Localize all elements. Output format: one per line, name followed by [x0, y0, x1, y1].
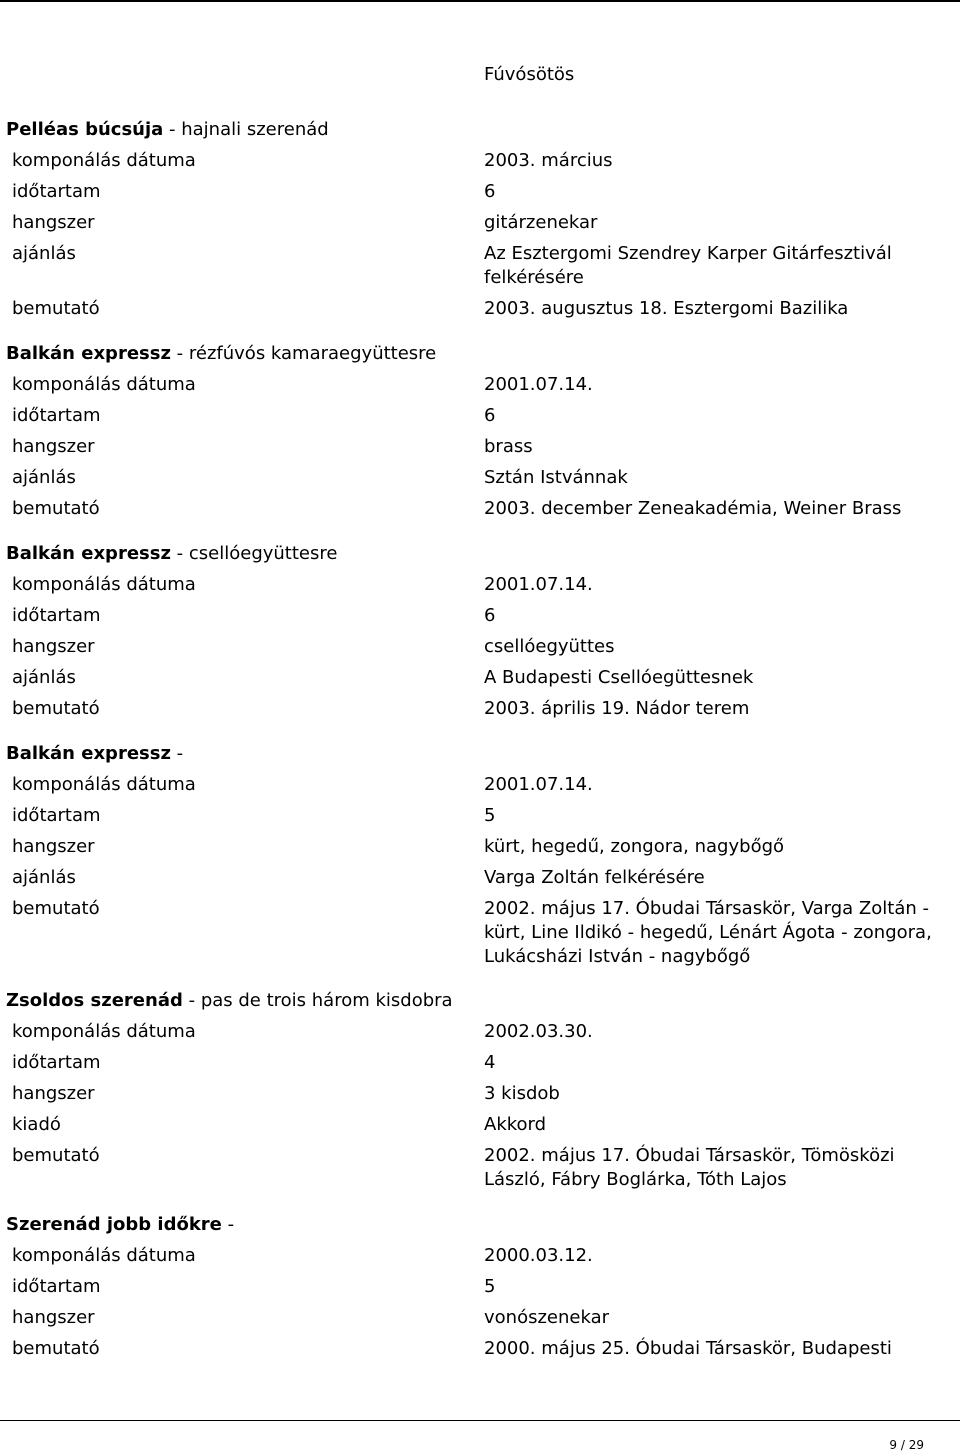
- detail-label: hangszer: [12, 636, 95, 657]
- detail-row: [0, 497, 960, 521]
- detail-value: 3 kisdob: [484, 1083, 560, 1104]
- detail-label: időtartam: [12, 1276, 101, 1297]
- detail-label: időtartam: [12, 181, 101, 202]
- page-number: 9 / 29: [889, 1438, 924, 1452]
- detail-label: időtartam: [12, 405, 101, 426]
- detail-value: csellóegyüttes: [484, 636, 615, 657]
- work-title: Balkán expressz: [6, 743, 171, 764]
- detail-label: hangszer: [12, 1083, 95, 1104]
- detail-label: bemutató: [12, 1145, 100, 1166]
- detail-row: [0, 373, 960, 397]
- detail-label: kiadó: [12, 1114, 61, 1135]
- detail-label: bemutató: [12, 898, 100, 919]
- detail-label: hangszer: [12, 1307, 95, 1328]
- detail-row: [0, 697, 960, 721]
- detail-row: [0, 1306, 960, 1330]
- detail-label: hangszer: [12, 212, 95, 233]
- detail-label: bemutató: [12, 698, 100, 719]
- detail-value: 2000. május 25. Óbudai Társaskör, Budapesti: [484, 1338, 892, 1359]
- work-title: Zsoldos szerenád: [6, 990, 183, 1011]
- detail-row: [0, 1113, 960, 1137]
- detail-label: bemutató: [12, 298, 100, 319]
- work-title-line: [0, 342, 960, 366]
- work-entry: [0, 1213, 960, 1361]
- detail-label: hangszer: [12, 436, 95, 457]
- work-title: Balkán expressz: [6, 343, 171, 364]
- detail-row: [0, 466, 960, 490]
- detail-row: [0, 242, 960, 290]
- detail-row: [0, 149, 960, 173]
- footer-rule: [0, 1420, 960, 1421]
- detail-row: [0, 1082, 960, 1106]
- detail-row: [0, 180, 960, 204]
- work-subtitle: -: [221, 1214, 235, 1235]
- detail-value: 2003. március: [484, 150, 613, 171]
- detail-row: [0, 866, 960, 890]
- work-subtitle: - csellóegyüttesre: [170, 543, 338, 564]
- detail-value: 2001.07.14.: [484, 574, 593, 595]
- detail-row: [0, 435, 960, 459]
- detail-value: Varga Zoltán felkérésére: [484, 867, 705, 888]
- detail-value: brass: [484, 436, 533, 457]
- detail-row: [0, 666, 960, 690]
- section-title: Fúvósötös: [484, 64, 575, 85]
- detail-label: időtartam: [12, 605, 101, 626]
- detail-row: [0, 1275, 960, 1299]
- detail-value: 6: [484, 405, 496, 426]
- work-title-line: [0, 1213, 960, 1237]
- detail-row: [0, 604, 960, 628]
- detail-value: 5: [484, 805, 496, 826]
- detail-row: [0, 773, 960, 797]
- detail-label: bemutató: [12, 498, 100, 519]
- detail-label: komponálás dátuma: [12, 574, 196, 595]
- detail-row: [0, 211, 960, 235]
- work-subtitle: -: [170, 743, 184, 764]
- detail-value: 2002. május 17. Óbudai Társaskör, Tömösközi László, Fábry Boglárka, Tóth Lajos: [484, 1145, 895, 1190]
- work-subtitle: - pas de trois három kisdobra: [182, 990, 453, 1011]
- detail-row: [0, 1144, 960, 1192]
- detail-label: bemutató: [12, 1338, 100, 1359]
- detail-value: Sztán Istvánnak: [484, 467, 628, 488]
- detail-label: ajánlás: [12, 467, 76, 488]
- detail-label: ajánlás: [12, 867, 76, 888]
- detail-row: [0, 897, 960, 969]
- work-entry: [0, 742, 960, 969]
- work-title: Pelléas búcsúja: [6, 119, 164, 140]
- detail-value: vonószenekar: [484, 1307, 610, 1328]
- detail-row: [0, 635, 960, 659]
- detail-label: komponálás dátuma: [12, 374, 196, 395]
- detail-value: 2003. augusztus 18. Esztergomi Bazilika: [484, 298, 849, 319]
- detail-row: [0, 297, 960, 321]
- detail-row: [0, 835, 960, 859]
- detail-label: komponálás dátuma: [12, 150, 196, 171]
- detail-value: Az Esztergomi Szendrey Karper Gitárfesztivál felkérésére: [484, 243, 892, 288]
- detail-value: 6: [484, 605, 496, 626]
- detail-value: 2003. december Zeneakadémia, Weiner Brass: [484, 498, 902, 519]
- detail-value: 6: [484, 181, 496, 202]
- work-entry: [0, 542, 960, 721]
- work-entry: [0, 989, 960, 1192]
- detail-value: 4: [484, 1052, 496, 1073]
- detail-label: komponálás dátuma: [12, 774, 196, 795]
- work-title-line: [0, 118, 960, 142]
- work-subtitle: - hajnali szerenád: [163, 119, 329, 140]
- detail-value: gitárzenekar: [484, 212, 598, 233]
- top-rule: [0, 0, 960, 2]
- work-subtitle: - rézfúvós kamaraegyüttesre: [170, 343, 437, 364]
- detail-row: [0, 1020, 960, 1044]
- detail-label: ajánlás: [12, 243, 76, 264]
- work-title-line: [0, 542, 960, 566]
- work-entry: [0, 342, 960, 521]
- detail-value: 2002.03.30.: [484, 1021, 593, 1042]
- detail-value: 2001.07.14.: [484, 374, 593, 395]
- detail-value: kürt, hegedű, zongora, nagybőgő: [484, 836, 785, 857]
- detail-label: hangszer: [12, 836, 95, 857]
- detail-label: időtartam: [12, 805, 101, 826]
- work-title: Balkán expressz: [6, 543, 171, 564]
- detail-value: 2000.03.12.: [484, 1245, 593, 1266]
- work-title-line: [0, 989, 960, 1013]
- detail-row: [0, 404, 960, 428]
- detail-value: 2001.07.14.: [484, 774, 593, 795]
- detail-label: komponálás dátuma: [12, 1245, 196, 1266]
- detail-row: [0, 804, 960, 828]
- detail-label: időtartam: [12, 1052, 101, 1073]
- detail-row: [0, 573, 960, 597]
- work-title: Szerenád jobb időkre: [6, 1214, 222, 1235]
- detail-value: 5: [484, 1276, 496, 1297]
- detail-row: [0, 1337, 960, 1361]
- detail-label: komponálás dátuma: [12, 1021, 196, 1042]
- detail-value: 2003. április 19. Nádor terem: [484, 698, 750, 719]
- work-entry: [0, 118, 960, 321]
- detail-row: [0, 1244, 960, 1268]
- detail-label: ajánlás: [12, 667, 76, 688]
- detail-value: 2002. május 17. Óbudai Társaskör, Varga Zoltán - kürt, Line Ildikó - hegedű, Lénárt Ágota - zongora, Lukácsházi István - nagybőgő: [484, 898, 932, 967]
- detail-row: [0, 1051, 960, 1075]
- detail-value: Akkord: [484, 1114, 547, 1135]
- work-title-line: [0, 742, 960, 766]
- detail-value: A Budapesti Csellóegüttesnek: [484, 667, 754, 688]
